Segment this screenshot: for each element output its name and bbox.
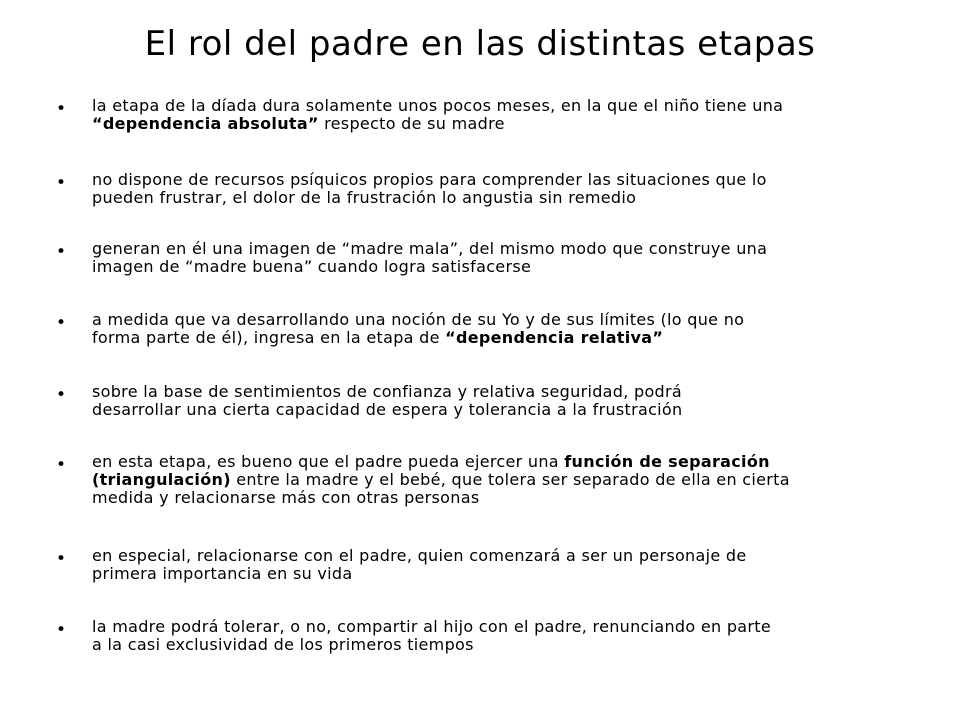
bullet-text: [92, 171, 912, 207]
text-run: entre la madre y el bebé, que tolera ser separado de ella en cierta: [230, 470, 790, 489]
bullet-icon: •: [56, 385, 67, 405]
bold-term: “dependencia relativa”: [445, 328, 664, 347]
bullet-text: [92, 97, 912, 133]
text-run: primera importancia en su vida: [92, 564, 353, 583]
bold-term: (triangulación): [92, 470, 231, 489]
bullet-text: [92, 383, 912, 419]
bullet-icon: •: [56, 99, 67, 119]
text-run: pueden frustrar, el dolor de la frustración lo angustia sin remedio: [92, 188, 637, 207]
bullet-line: [92, 471, 912, 489]
bullet-line: [92, 401, 912, 419]
bullet-line: [92, 189, 912, 207]
bullet-text: [92, 547, 912, 583]
bullet-text: [92, 240, 912, 276]
bullet-line: [92, 547, 912, 565]
bullet-icon: •: [56, 173, 67, 193]
bullet-text: [92, 453, 912, 507]
bullet-line: [92, 115, 912, 133]
bold-term: “dependencia absoluta”: [92, 114, 319, 133]
text-run: forma parte de él), ingresa en la etapa de: [92, 328, 446, 347]
bullet-line: [92, 171, 912, 189]
text-run: a la casi exclusividad de los primeros tiempos: [92, 635, 474, 654]
text-run: a medida que va desarrollando una noción de su Yo y de sus límites (lo que no: [92, 310, 745, 329]
bullet-line: [92, 453, 912, 471]
bullet-line: [92, 383, 912, 401]
bullet-icon: •: [56, 549, 67, 569]
text-run: medida y relacionarse más con otras personas: [92, 488, 480, 507]
text-run: no dispone de recursos psíquicos propios para comprender las situaciones que lo: [92, 170, 767, 189]
text-run: respecto de su madre: [318, 114, 505, 133]
bullet-icon: •: [56, 313, 67, 333]
bullet-icon: •: [56, 455, 67, 475]
bullet-line: [92, 97, 912, 115]
bold-term: función de separación: [564, 452, 770, 471]
bullet-line: [92, 240, 912, 258]
bullet-line: [92, 489, 912, 507]
bullet-line: [92, 311, 912, 329]
text-run: generan en él una imagen de “madre mala”, del mismo modo que construye una: [92, 239, 768, 258]
bullet-text: [92, 618, 912, 654]
text-run: desarrollar una cierta capacidad de espera y tolerancia a la frustración: [92, 400, 683, 419]
bullet-line: [92, 636, 912, 654]
bullet-line: [92, 565, 912, 583]
bullet-line: [92, 329, 912, 347]
bullet-line: [92, 258, 912, 276]
bullet-line: [92, 618, 912, 636]
text-run: sobre la base de sentimientos de confianza y relativa seguridad, podrá: [92, 382, 682, 401]
text-run: la etapa de la díada dura solamente unos pocos meses, en la que el niño tiene una: [92, 96, 784, 115]
text-run: en especial, relacionarse con el padre, quien comenzará a ser un personaje de: [92, 546, 747, 565]
bullet-icon: •: [56, 242, 67, 262]
text-run: en esta etapa, es bueno que el padre pueda ejercer una: [92, 452, 565, 471]
text-run: imagen de “madre buena” cuando logra satisfacerse: [92, 257, 532, 276]
text-run: la madre podrá tolerar, o no, compartir al hijo con el padre, renunciando en parte: [92, 617, 771, 636]
bullet-icon: •: [56, 620, 67, 640]
bullet-text: [92, 311, 912, 347]
slide-title: El rol del padre en las distintas etapas: [144, 24, 816, 64]
